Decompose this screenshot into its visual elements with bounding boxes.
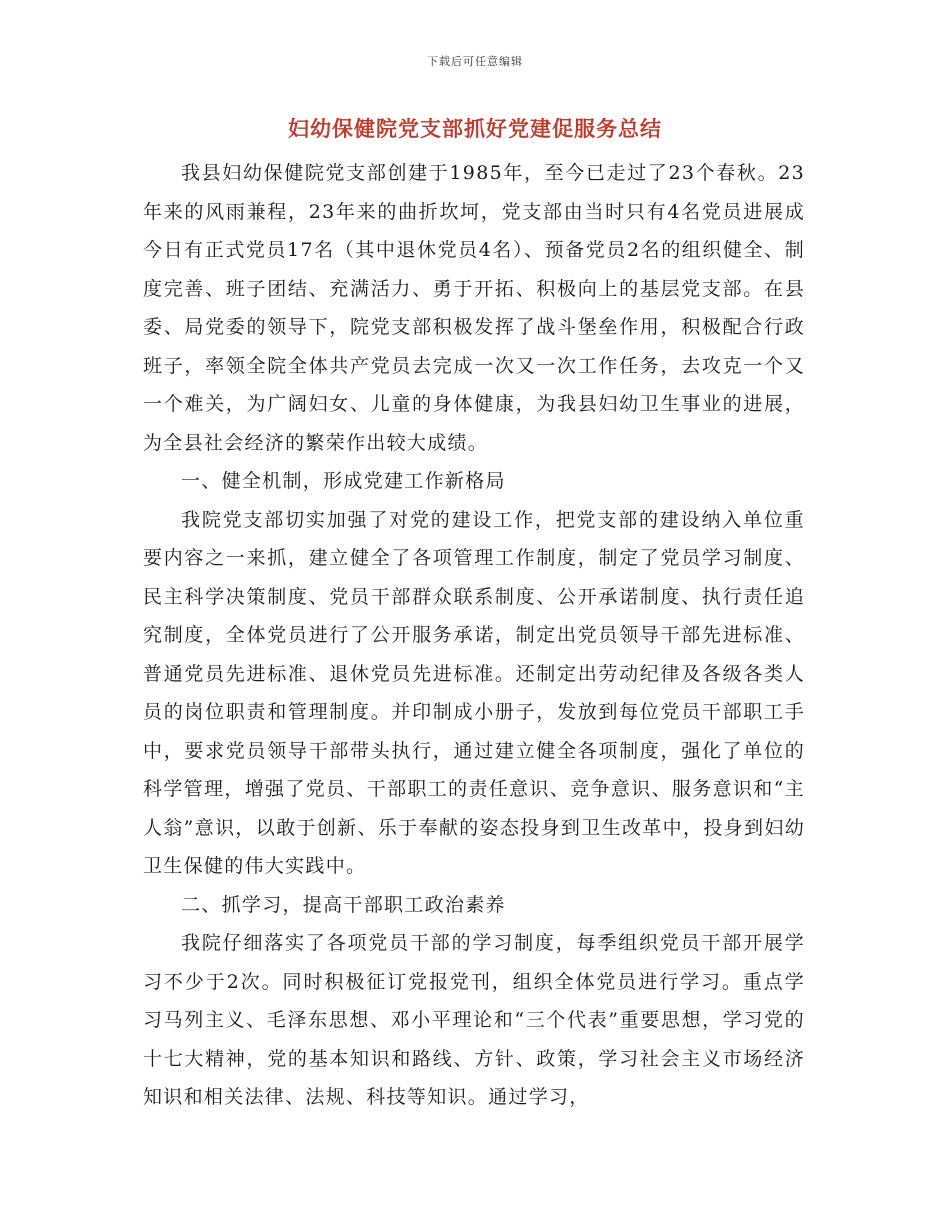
section-heading-2: 二、抓学习，提高干部职工政治素养 — [181, 893, 506, 916]
paragraph-section-1: 我院党支部切实加强了对党的建设工作，把党支部的建设纳入单位重要内容之一来抓，建立健全了各项管理工作制度，制定了党员学习制度、民主科学决策制度、党员干部群众联系制度、公开承诺制度、执行责任追究制度，全体党员进行了公开服务承诺，制定出党员领导干部先进标准、普通党员先进标准、退休党员先进标准。还制定出劳动纪律及各级各类人员的岗位职责和管理制度。并印制成小册子，发放到每位党员干部职工手中，要求党员领导干部带头执行，通过建立健全各项制度，强化了单位的科学管理，增强了党员、干部职工的责任意识、竞争意识、服务意识和“主人翁”意识，以敢于创新、乐于奉献的姿态投身到卫生改革中，投身到妇幼卫生保健的伟大实践中。 — [143, 508, 805, 877]
paragraph-section-2: 我院仔细落实了各项党员干部的学习制度，每季组织党员干部开展学习不少于2次。同时积极征订党报党刊，组织全体党员进行学习。重点学习马列主义、毛泽东思想、邓小平理论和“三个代表”重要思想，学习党的十七大精神，党的基本知识和路线、方针、政策，学习社会主义市场经济知识和相关法律、法规、科技等知识。通过学习， — [143, 932, 805, 1108]
header-note: 下载后可任意编辑 — [427, 55, 523, 68]
document-title: 妇幼保健院党支部抓好党建促服务总结 — [288, 116, 662, 141]
document-body — [143, 154, 805, 1117]
section-heading-1: 一、健全机制，形成党建工作新格局 — [181, 470, 506, 492]
paragraph-intro: 我县妇幼保健院党支部创建于1985年，至今已走过了23个春秋。23年来的风雨兼程，23年来的曲折坎坷，党支部由当时只有4名党员进展成今日有正式党员17名（其中退休党员4名）、预备党员2名的组织健全、制度完善、班子团结、充满活力、勇于开拓、积极向上的基层党支部。在县委、局党委的领导下，院党支部积极发挥了战斗堡垒作用，积极配合行政班子，率领全院全体共产党员去完成一次又一次工作任务，去攻克一个又一个难关，为广阔妇女、儿童的身体健康，为我县妇幼卫生事业的进展，为全县社会经济的繁荣作出较大成绩。 — [143, 162, 805, 454]
